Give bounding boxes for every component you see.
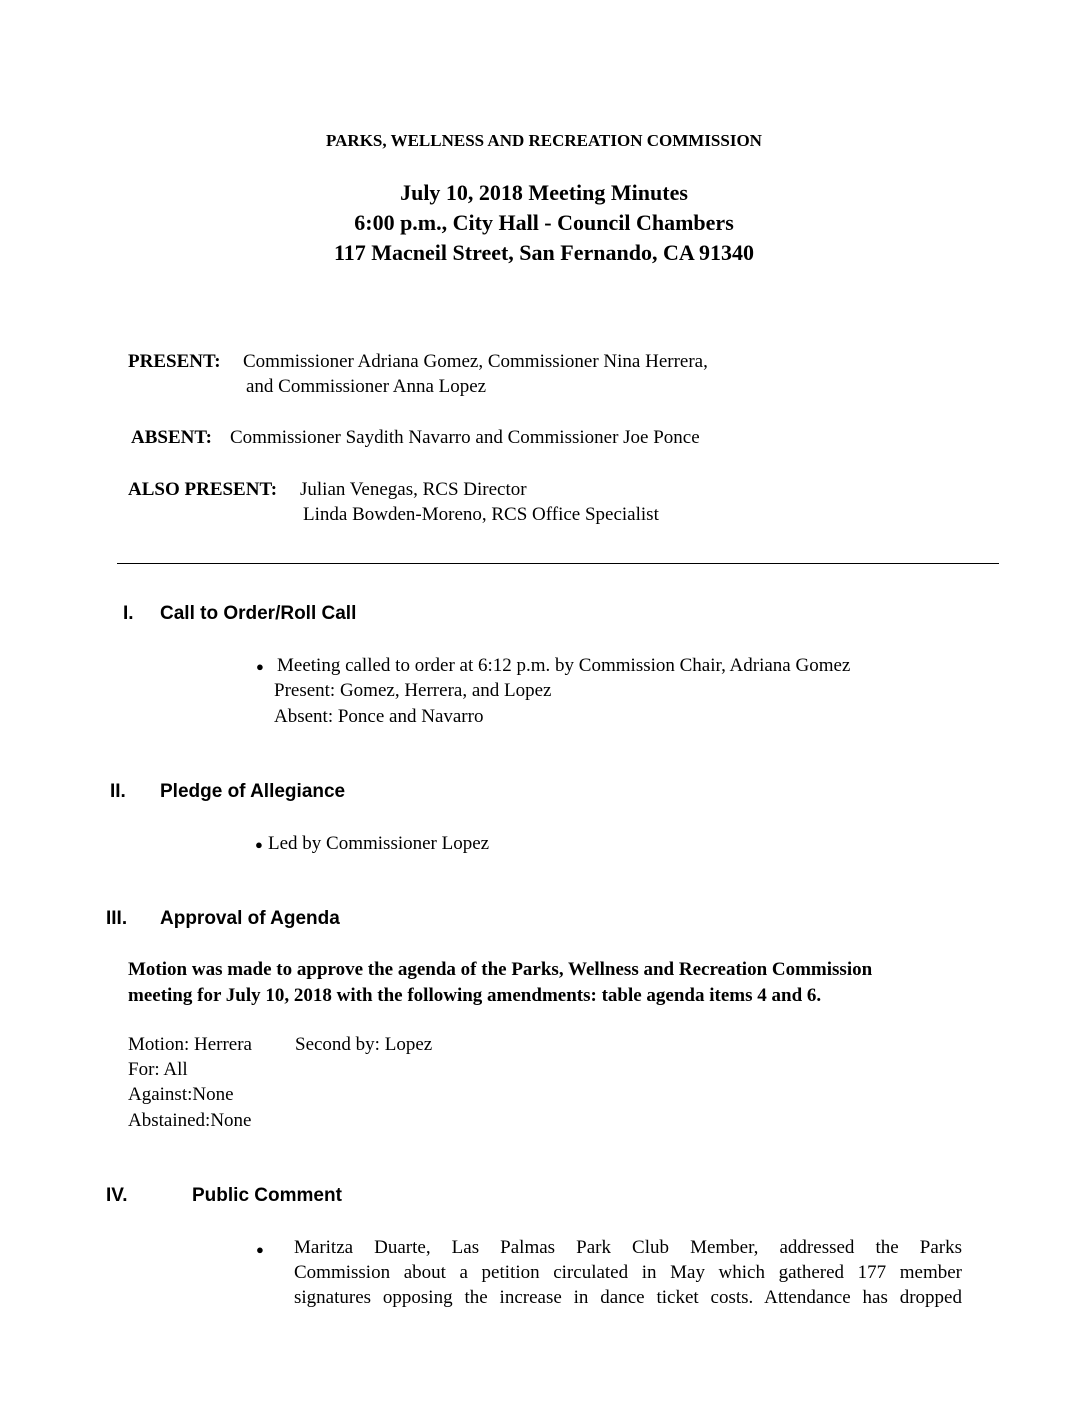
section-number: I. [123,603,134,624]
bullet-icon: ● [255,837,263,852]
section-title: Call to Order/Roll Call [160,603,357,624]
public-comment-line2: Commission about a petition circulated in May which gathered 177 member [294,1262,962,1283]
organization-heading: PARKS, WELLNESS AND RECREATION COMMISSION [326,131,762,150]
present-list-line1: Commissioner Adriana Gomez, Commissioner Nina Herrera, [243,351,708,372]
meeting-title: July 10, 2018 Meeting Minutes [400,180,688,205]
section-number: II. [110,781,126,802]
roll-call-text: Meeting called to order at 6:12 p.m. by Commission Chair, Adriana Gomez [277,655,851,676]
roll-call-present: Present: Gomez, Herrera, and Lopez [274,680,552,701]
section-divider [117,563,999,564]
motion-by: Motion: Herrera [128,1034,252,1055]
absent-list: Commissioner Saydith Navarro and Commissioner Joe Ponce [230,427,700,448]
section-number: IV. [106,1185,128,1206]
also-present-label: ALSO PRESENT: [128,479,278,500]
absent-label: ABSENT: [131,427,212,448]
also-present-line2: Linda Bowden-Moreno, RCS Office Specialist [303,504,659,525]
section-title: Approval of Agenda [160,908,340,929]
public-comment-line3: signatures opposing the increase in dance ticket costs. Attendance has dropped [294,1287,962,1308]
vote-abstained: Abstained:None [128,1110,252,1131]
bullet-icon: ● [256,659,264,674]
public-comment-line1: Maritza Duarte, Las Palmas Park Club Member, addressed the Parks [294,1237,962,1258]
motion-text-line1: Motion was made to approve the agenda of the Parks, Wellness and Recreation Commission [128,959,873,980]
section-number: III. [106,908,128,929]
second-by: Second by: Lopez [295,1034,433,1055]
present-list-line2: and Commissioner Anna Lopez [246,376,487,397]
pledge-text: Led by Commissioner Lopez [268,833,490,854]
also-present-line1: Julian Venegas, RCS Director [300,479,527,500]
present-label: PRESENT: [128,351,221,372]
motion-text-line2: meeting for July 10, 2018 with the following amendments: table agenda items 4 and 6. [128,985,822,1006]
meeting-time-location: 6:00 p.m., City Hall - Council Chambers [354,210,734,235]
bullet-icon: ● [256,1242,264,1257]
meeting-address: 117 Macneil Street, San Fernando, CA 91340 [333,240,755,265]
vote-for: For: All [128,1059,188,1080]
roll-call-absent: Absent: Ponce and Navarro [274,706,484,727]
section-title: Pledge of Allegiance [160,781,346,802]
vote-against: Against:None [128,1084,234,1105]
section-title: Public Comment [192,1185,342,1206]
